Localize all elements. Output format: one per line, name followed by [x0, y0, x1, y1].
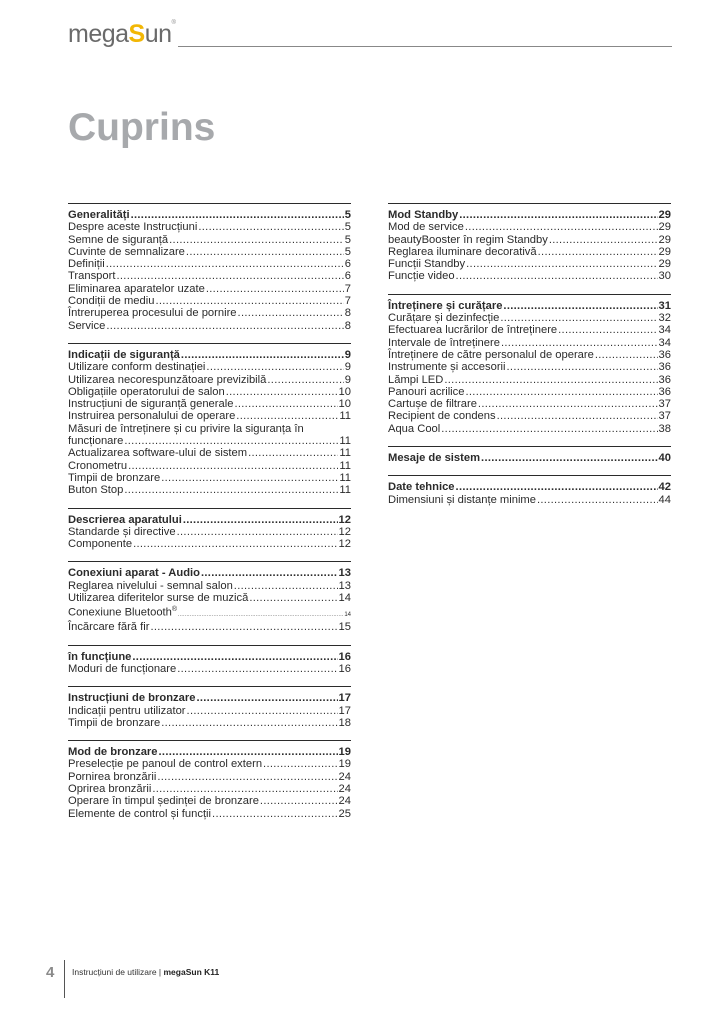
dot-leader: [260, 795, 338, 807]
dot-leader: [157, 771, 337, 783]
toc-entry-title: Funcție video: [388, 270, 455, 283]
toc-entry-title: Cartușe de filtrare: [388, 398, 477, 411]
toc-page-number: 44: [658, 493, 671, 506]
toc-page-number: 13: [338, 567, 351, 580]
toc-heading[interactable]: [68, 209, 351, 221]
toc-page-number: 17: [338, 704, 351, 717]
toc-entry-title: Aqua Cool: [388, 422, 441, 435]
toc-entry[interactable]: [68, 460, 351, 472]
toc-page-number: 15: [338, 621, 351, 634]
toc-entry-title: Despre aceste Instrucțiuni: [68, 221, 198, 234]
toc-entry[interactable]: [68, 435, 351, 447]
dot-leader: [152, 783, 337, 795]
toc-entry-title: Operare în timpul ședinței de bronzare: [68, 795, 259, 808]
toc-page-number: 9: [344, 348, 351, 361]
dot-leader: [116, 270, 343, 282]
dot-leader: [236, 410, 338, 422]
toc-entry[interactable]: [68, 398, 351, 410]
dot-leader: [181, 349, 344, 361]
page-title: Cuprins: [68, 106, 216, 149]
toc-entry-title: Definiții: [68, 258, 105, 271]
toc-entry-title: Măsuri de întreținere și cu privire la siguranța în: [68, 422, 304, 435]
dot-leader: [124, 484, 338, 496]
toc-entry-title: Panouri acrilice: [388, 385, 465, 398]
toc-page-number: 12: [338, 538, 351, 551]
toc-entry[interactable]: [388, 270, 671, 282]
toc-page-number: 11: [339, 459, 351, 472]
toc-entry[interactable]: [68, 484, 351, 496]
dot-leader: [248, 447, 338, 459]
dot-leader: [459, 209, 657, 221]
toc-entry-title: Întreținere de către personalul de operare: [388, 348, 594, 361]
dot-leader: [478, 398, 658, 410]
toc-entry[interactable]: [388, 386, 671, 398]
dot-leader: [595, 349, 658, 361]
dot-leader: [466, 258, 657, 270]
toc-page-number: 36: [658, 361, 671, 374]
toc-page-number: 5: [344, 245, 351, 258]
toc-entry-title: Transport: [68, 270, 116, 283]
footer-doc-title: Instrucțiuni de utilizare |: [72, 967, 164, 977]
brand-logo-text: mega: [68, 20, 129, 48]
toc-entry-title: Dimensiuni și distanțe minime: [388, 493, 536, 506]
toc-heading-title: Descrierea aparatului: [68, 513, 182, 526]
toc-heading-title: Date tehnice: [388, 481, 455, 494]
toc-heading-title: Întreținere și curățare: [388, 299, 503, 312]
toc-page-number: 24: [338, 783, 351, 796]
toc-page-number: 11: [339, 447, 351, 460]
toc-section-in-functiune: [68, 645, 351, 676]
toc-section-indicatii-siguranta: [68, 343, 351, 497]
toc-entry[interactable]: [388, 361, 671, 373]
dot-leader: [537, 494, 658, 506]
toc-entry-title: Obligațiile operatorului de salon: [68, 385, 225, 398]
toc-entry[interactable]: [68, 410, 351, 422]
toc-entry-title: Reglarea iluminare decorativă: [388, 245, 537, 258]
toc-page-number: 30: [658, 270, 671, 283]
toc-heading-title: Conexiuni aparat - Audio: [68, 567, 200, 580]
toc-page-number: 16: [338, 662, 351, 675]
toc-entry-title: Condiții de mediu: [68, 295, 155, 308]
toc-entry-title: Utilizare conform destinației: [68, 361, 206, 374]
footer-doc-label: [72, 967, 219, 977]
toc-entry[interactable]: [68, 258, 351, 270]
toc-page-number: 24: [338, 795, 351, 808]
toc-entry[interactable]: [388, 246, 671, 258]
toc-page-number: 13: [338, 579, 351, 592]
toc-heading[interactable]: [68, 349, 351, 361]
toc-page-number: 5: [344, 221, 351, 234]
dot-leader: [465, 386, 657, 398]
dot-leader: [263, 758, 338, 770]
toc-heading[interactable]: [68, 567, 351, 579]
toc-entry-title-text: Conexiune Bluetooth: [68, 607, 172, 620]
toc-page-number: 25: [338, 807, 351, 820]
dot-leader: [500, 312, 657, 324]
toc-page-number: 12: [338, 513, 351, 526]
toc-entry-title: Timpii de bronzare: [68, 716, 161, 729]
toc-entry[interactable]: [388, 258, 671, 270]
toc-heading-title: Mod de bronzare: [68, 746, 158, 759]
dot-leader: [538, 246, 658, 258]
toc-entry-title: Instrumente și accesorii: [388, 361, 506, 374]
dot-leader: [226, 386, 338, 398]
toc-page-number: 5: [344, 209, 351, 221]
brand-logo-text-end: un: [144, 20, 172, 48]
dot-leader: [169, 234, 344, 246]
toc-section-intretinere-curatare: [388, 294, 671, 435]
toc-page-number: 11: [339, 435, 351, 448]
toc-entry-title: Buton Stop: [68, 484, 124, 497]
dot-leader: [441, 423, 657, 435]
toc-entry[interactable]: [388, 423, 671, 435]
toc-page-number: 10: [338, 385, 351, 398]
toc-entry[interactable]: [68, 526, 351, 538]
toc-entry-title: Componente: [68, 538, 133, 551]
toc-entry[interactable]: [388, 374, 671, 386]
toc-entry[interactable]: [68, 295, 351, 307]
toc-entry-title: Standarde și directive: [68, 525, 176, 538]
toc-entry-title: Indicații pentru utilizator: [68, 704, 186, 717]
dot-leader: [186, 246, 344, 258]
toc-entry-title: Instrucțiuni de siguranță generale: [68, 398, 234, 411]
toc-entry-title: Preselecție pe panoul de control extern: [68, 758, 263, 771]
toc-page-number: 14: [344, 612, 351, 619]
dot-leader: [212, 808, 338, 820]
toc-entry[interactable]: [388, 312, 671, 324]
page-number: 4: [46, 964, 55, 981]
toc-page-number: 18: [338, 716, 351, 729]
dot-leader: [150, 621, 337, 633]
toc-heading-title: în funcțiune: [68, 650, 132, 663]
dot-leader: [161, 472, 338, 484]
toc-entry[interactable]: [68, 447, 351, 459]
toc-page-number: 11: [339, 484, 351, 497]
toc-entry-title: Lămpi LED: [388, 373, 444, 386]
toc-page-number: 10: [338, 398, 351, 411]
toc-page-number: 38: [658, 422, 671, 435]
dot-leader: [481, 452, 658, 464]
dot-leader: [249, 592, 337, 604]
dot-leader: [132, 651, 337, 663]
dot-leader: [131, 209, 344, 221]
toc-entry[interactable]: [68, 320, 351, 332]
toc-section-mod-standby: [388, 203, 671, 283]
dot-leader: [124, 435, 338, 447]
toc-entry-title: Elemente de control și funcții: [68, 807, 212, 820]
toc-entry-title: [68, 604, 177, 619]
dot-leader: [267, 374, 343, 386]
toc-entry[interactable]: [68, 538, 351, 550]
toc-page-number: 36: [658, 348, 671, 361]
toc-entry[interactable]: [68, 374, 351, 386]
toc-page-number: 11: [339, 471, 351, 484]
toc-entry[interactable]: [388, 324, 671, 336]
toc-entry-title: Mod de service: [388, 221, 464, 234]
toc-page-number: 6: [344, 270, 351, 283]
dot-leader: [177, 526, 338, 538]
toc-page-number: 9: [344, 373, 351, 386]
toc-entry-title: Service: [68, 319, 106, 332]
toc-heading-title: Generalități: [68, 209, 130, 221]
dot-leader: [128, 460, 338, 472]
toc-entry[interactable]: [388, 349, 671, 361]
toc-page-number: 40: [658, 452, 671, 465]
dot-leader: [206, 361, 343, 373]
dot-leader: [155, 295, 343, 307]
dot-leader: [178, 607, 343, 621]
dot-leader: [444, 374, 657, 386]
toc-column-right: [388, 203, 671, 517]
toc-entry-title: Eliminarea aparatelor uzate: [68, 282, 205, 295]
toc-entry-title: funcționare: [68, 435, 124, 448]
toc-page-number: 34: [658, 324, 671, 337]
dot-leader: [507, 361, 658, 373]
toc-entry-title: Utilizarea necorespunzătoare previzibilă: [68, 373, 267, 386]
toc-page-number: 7: [344, 295, 351, 308]
toc-page-number: 17: [338, 692, 351, 705]
toc-entry-title: Întreruperea procesului de pornire: [68, 307, 237, 320]
toc-section-generalitati: [68, 203, 351, 332]
dot-leader: [238, 307, 344, 319]
toc-page-number: 42: [658, 481, 671, 494]
toc-entry[interactable]: [388, 221, 671, 233]
dot-leader: [456, 270, 658, 282]
toc-section-date-tehnice: [388, 475, 671, 506]
toc-entry[interactable]: [68, 705, 351, 717]
toc-entry-title: Cronometru: [68, 459, 128, 472]
toc-heading[interactable]: [388, 481, 671, 493]
dot-leader: [558, 324, 657, 336]
toc-section-descrierea-aparatului: [68, 508, 351, 551]
header-divider: [178, 46, 672, 47]
toc-page-number: 9: [344, 361, 351, 374]
toc-heading[interactable]: [388, 452, 671, 464]
dot-leader: [456, 481, 658, 493]
footer-product-name: megaSun K11: [163, 967, 220, 977]
registered-mark: ®: [171, 20, 176, 26]
toc-entry[interactable]: [68, 604, 351, 621]
toc-entry[interactable]: [68, 808, 351, 820]
toc-entry-title: Semne de siguranță: [68, 233, 169, 246]
toc-heading[interactable]: [68, 514, 351, 526]
dot-leader: [503, 300, 657, 312]
toc-entry-title: Moduri de funcționare: [68, 662, 177, 675]
toc-entry-wrapped-line1[interactable]: [68, 423, 351, 435]
toc-section-instructiuni-bronzare: [68, 686, 351, 729]
toc-entry[interactable]: [68, 307, 351, 319]
toc-page-number: 19: [338, 746, 351, 759]
toc-page-number: 37: [658, 398, 671, 411]
brand-logo-sun-letter: S: [128, 20, 145, 48]
toc-page-number: 5: [344, 233, 351, 246]
toc-entry[interactable]: [68, 758, 351, 770]
toc-entry-title: Efectuarea lucrărilor de întreținere: [388, 324, 558, 337]
toc-entry[interactable]: [68, 795, 351, 807]
toc-entry-title: Actualizarea software-ului de sistem: [68, 447, 248, 460]
toc-section-mod-bronzare: [68, 740, 351, 820]
dot-leader: [201, 567, 338, 579]
toc-heading-title: Instrucțiuni de bronzare: [68, 692, 196, 705]
toc-heading-title: Mod Standby: [388, 209, 459, 221]
dot-leader: [183, 514, 338, 526]
toc-page-number: 37: [658, 410, 671, 423]
dot-leader: [206, 283, 344, 295]
dot-leader: [501, 337, 658, 349]
toc-entry[interactable]: [68, 592, 351, 604]
toc-page-number: 36: [658, 385, 671, 398]
toc-heading[interactable]: [68, 692, 351, 704]
dot-leader: [177, 663, 337, 675]
toc-entry[interactable]: [68, 717, 351, 729]
toc-page-number: 12: [338, 525, 351, 538]
toc-heading[interactable]: [388, 209, 671, 221]
toc-page-number: 8: [344, 319, 351, 332]
toc-entry[interactable]: [68, 783, 351, 795]
brand-logo: [68, 22, 175, 47]
toc-entry-title: Reglarea nivelului - semnal salon: [68, 579, 233, 592]
toc-page-number: 32: [658, 312, 671, 325]
toc-entry-title: Intervale de întreținere: [388, 336, 500, 349]
toc-entry[interactable]: [388, 494, 671, 506]
toc-entry[interactable]: [388, 398, 671, 410]
toc-section-conexiuni-audio: [68, 561, 351, 633]
dot-leader: [133, 538, 337, 550]
toc-page-number: 16: [338, 650, 351, 663]
toc-page-number: 7: [344, 282, 351, 295]
toc-entry-title: beautyBooster în regim Standby: [388, 233, 548, 246]
toc-page-number: 34: [658, 336, 671, 349]
toc-page-number: 36: [658, 373, 671, 386]
toc-page-number: 29: [658, 221, 671, 234]
toc-section-mesaje-sistem: [388, 446, 671, 464]
toc-entry[interactable]: [68, 246, 351, 258]
toc-entry-title: Curățare și dezinfecție: [388, 312, 500, 325]
toc-entry[interactable]: [68, 221, 351, 233]
toc-page-number: 31: [658, 299, 671, 312]
toc-heading-title: Mesaje de sistem: [388, 452, 481, 465]
toc-heading[interactable]: [388, 300, 671, 312]
toc-entry-title: Încărcare fără fir: [68, 621, 150, 634]
toc-entry-title: Cuvinte de semnalizare: [68, 245, 185, 258]
dot-leader: [106, 258, 344, 270]
toc-entry[interactable]: [388, 337, 671, 349]
dot-leader: [159, 746, 338, 758]
toc-entry[interactable]: [68, 361, 351, 373]
footer-divider: [64, 960, 65, 998]
toc-page-number: 19: [338, 758, 351, 771]
toc-entry[interactable]: [68, 270, 351, 282]
toc-page-number: 29: [658, 209, 671, 221]
toc-entry-title: Pornirea bronzării: [68, 770, 157, 783]
toc-entry-title: Funcții Standby: [388, 258, 466, 271]
dot-leader: [161, 717, 337, 729]
toc-entry-title: Timpii de bronzare: [68, 471, 161, 484]
toc-entry[interactable]: [68, 663, 351, 675]
toc-page-number: 8: [344, 307, 351, 320]
toc-entry[interactable]: [68, 771, 351, 783]
toc-heading-title: Indicații de siguranță: [68, 348, 180, 361]
toc-page-number: 29: [658, 245, 671, 258]
registered-mark: ®: [171, 606, 178, 614]
dot-leader: [234, 580, 338, 592]
toc-entry[interactable]: [68, 283, 351, 295]
toc-page-number: 24: [338, 770, 351, 783]
toc-column-left: [68, 203, 351, 831]
toc-entry[interactable]: [388, 234, 671, 246]
toc-heading[interactable]: [68, 651, 351, 663]
dot-leader: [187, 705, 338, 717]
toc-entry[interactable]: [68, 234, 351, 246]
dot-leader: [549, 234, 658, 246]
toc-entry[interactable]: [68, 472, 351, 484]
dot-leader: [497, 410, 658, 422]
toc-entry-title: Instruirea personalului de operare: [68, 410, 236, 423]
dot-leader: [465, 221, 658, 233]
toc-page-number: 29: [658, 233, 671, 246]
toc-page-number: 29: [658, 258, 671, 271]
toc-heading[interactable]: [68, 746, 351, 758]
toc-entry-title: Oprirea bronzării: [68, 783, 152, 796]
toc-entry[interactable]: [68, 621, 351, 633]
toc-entry-title: Utilizarea diferitelor surse de muzică: [68, 592, 249, 605]
toc-entry[interactable]: [68, 580, 351, 592]
dot-leader: [106, 320, 343, 332]
dot-leader: [234, 398, 337, 410]
toc-page-number: 11: [339, 410, 351, 423]
toc-page-number: 6: [344, 258, 351, 271]
toc-page-number: 14: [338, 592, 351, 605]
dot-leader: [196, 692, 337, 704]
dot-leader: [198, 221, 343, 233]
toc-entry-title: Recipient de condens: [388, 410, 496, 423]
toc-entry[interactable]: [68, 386, 351, 398]
toc-entry[interactable]: [388, 410, 671, 422]
